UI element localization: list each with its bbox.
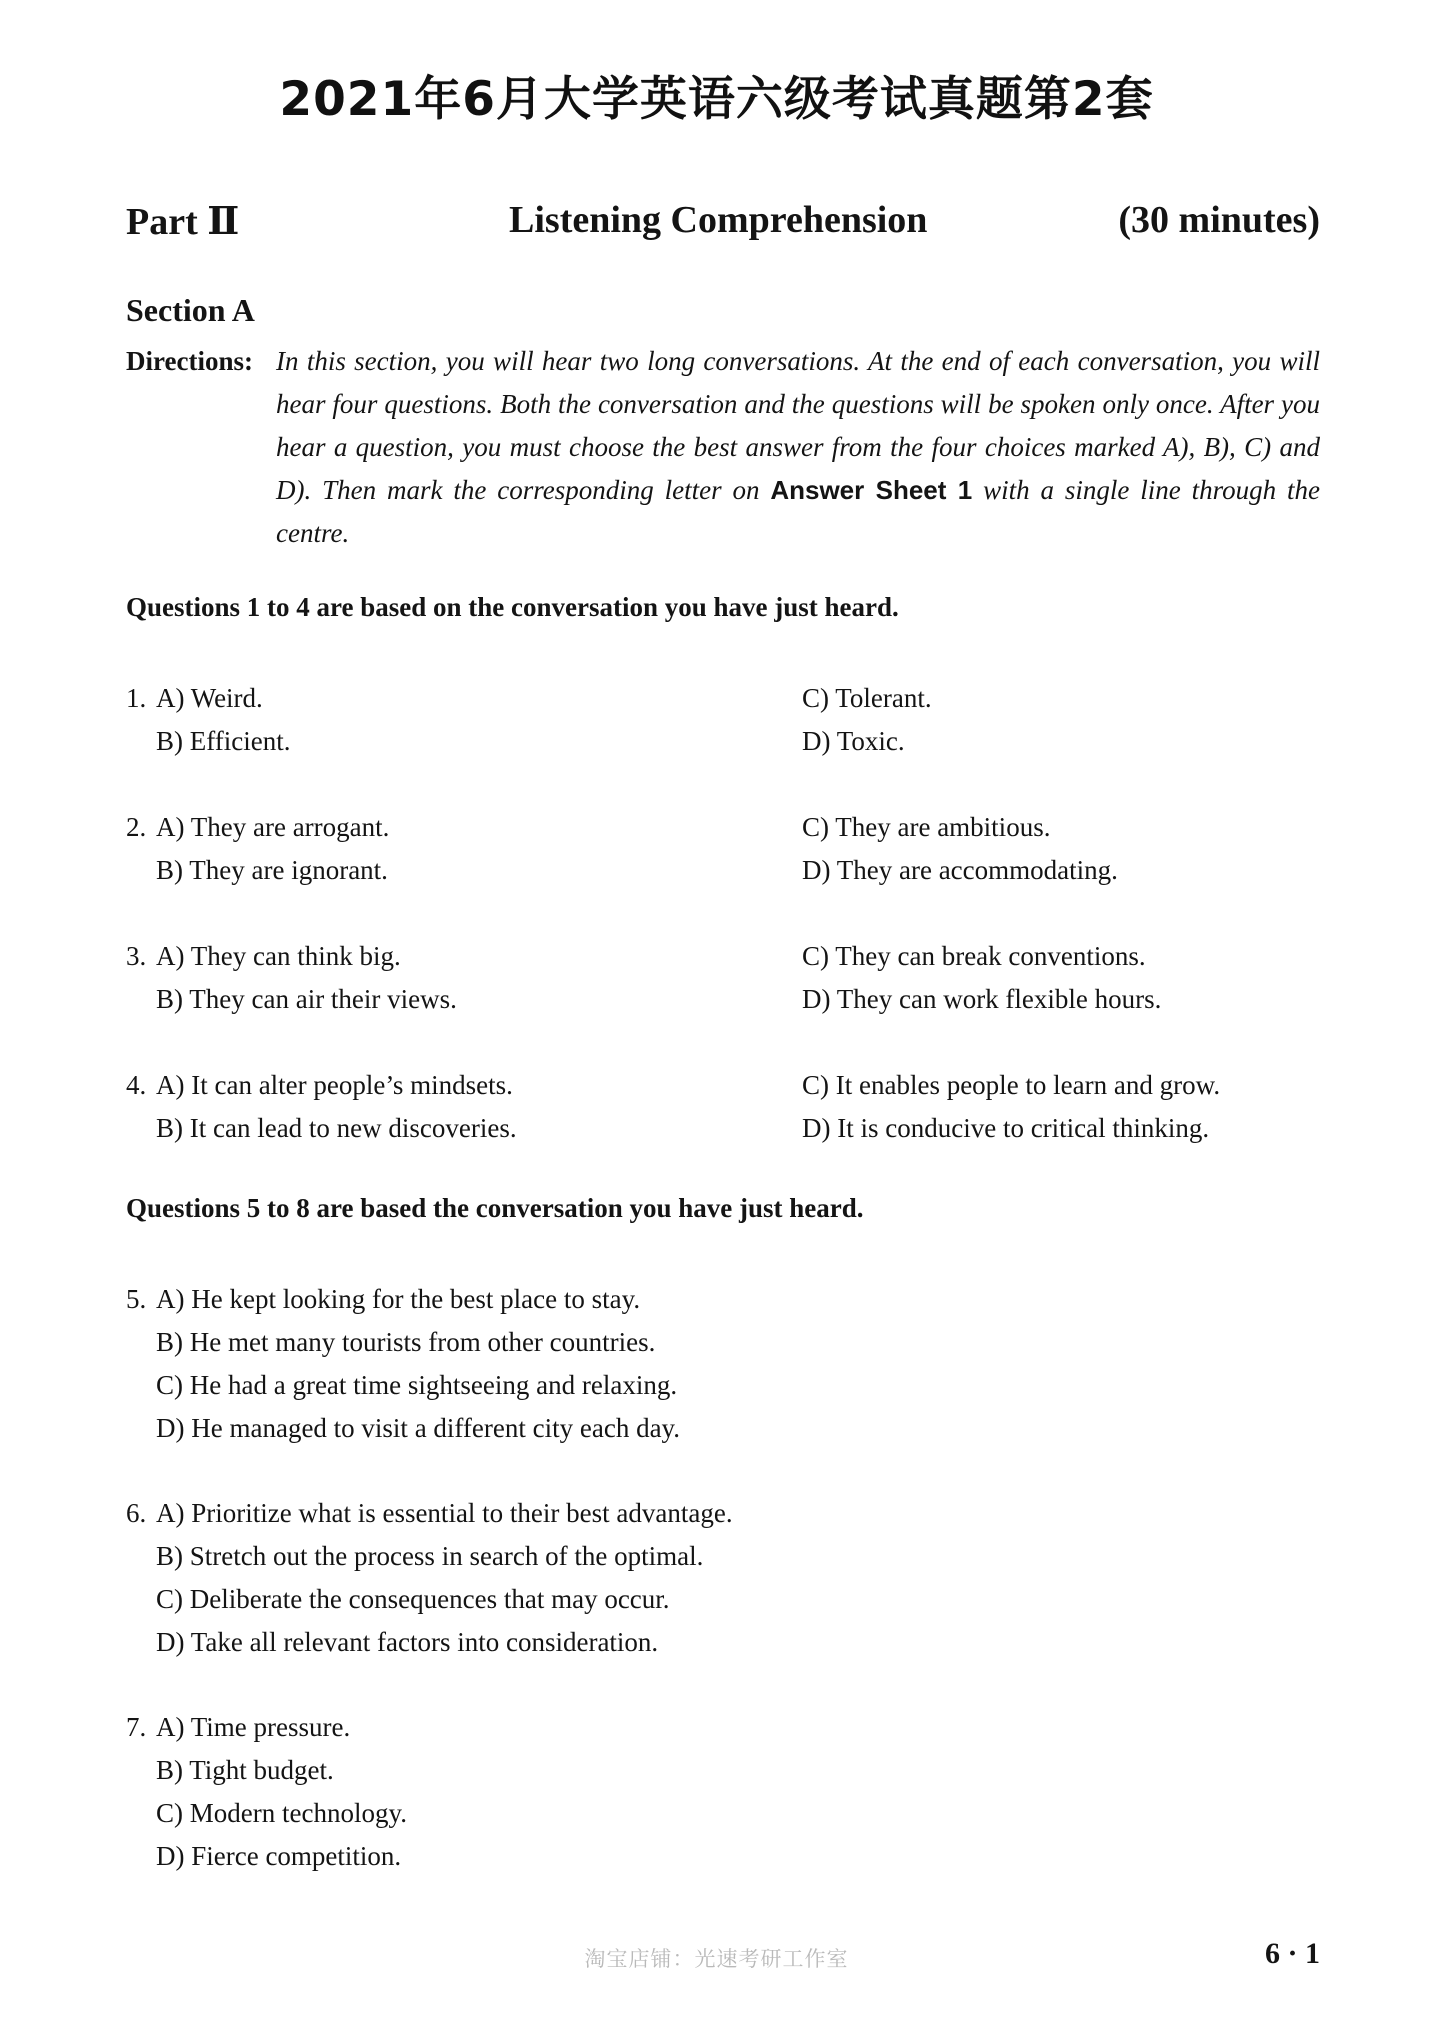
option-b: B) It can lead to new discoveries. [156,1113,517,1143]
directions-label: Directions: [126,346,253,376]
option-c: C) Tolerant. [802,683,932,713]
option-b: B) Tight budget. [156,1755,334,1785]
option-a: A) Time pressure. [156,1712,351,1742]
document-title: 2021年6月大学英语六级考试真题第2套 [279,72,1154,127]
option-c: C) Modern technology. [156,1798,407,1828]
option-d: D) Take all relevant factors into consideration. [156,1627,659,1657]
part-time: (30 minutes) [1118,199,1320,241]
question-number: 3. [126,941,147,971]
question-number: 1. [126,683,147,713]
option-c: C) They are ambitious. [802,812,1051,842]
option-a: A) Weird. [156,683,263,713]
option-c: C) They can break conventions. [802,941,1146,971]
option-a: A) He kept looking for the best place to stay. [156,1284,641,1314]
page-number: 6 · 1 [1264,1937,1320,1970]
option-d: D) Toxic. [802,726,905,756]
option-d: D) It is conducive to critical thinking. [802,1113,1210,1143]
option-b: B) They are ignorant. [156,855,388,885]
option-b: B) They can air their views. [156,984,457,1014]
part-label: Part Ⅱ [126,201,240,243]
option-c: C) Deliberate the consequences that may occur. [156,1584,670,1614]
question-number: 5. [126,1284,147,1314]
option-a: A) They can think big. [156,941,401,971]
option-d: D) They are accommodating. [802,855,1118,885]
question-group-heading-2: Questions 5 to 8 are based the conversation you have just heard. [126,1193,864,1223]
option-b: B) Stretch out the process in search of the optimal. [156,1541,704,1571]
question-number: 6. [126,1498,147,1528]
directions-text: In this section, you will hear two long conversations. At the end of each conversation, you will hear four questions. Both the conversation and the questions will be spoken only once. After you hear a question, you must choose the best answer from the four choices marked A), B), C) and D). Then mark the corresponding letter on Answer Sheet 1 with a single line through the centre. [276,346,1320,548]
part-header [126,198,1320,248]
question-number: 7. [126,1712,147,1742]
answer-sheet-ref: Answer Sheet 1 [770,475,973,505]
option-b: B) He met many tourists from other countries. [156,1327,656,1357]
section-heading: Section A [126,292,255,328]
option-c: C) It enables people to learn and grow. [802,1070,1221,1100]
part-title: Listening Comprehension [509,199,928,241]
option-c: C) He had a great time sightseeing and relaxing. [156,1370,678,1400]
option-d: D) Fierce competition. [156,1841,402,1871]
watermark: 淘宝店铺：光速考研工作室 [584,1947,849,1971]
question-number: 4. [126,1070,147,1100]
option-b: B) Efficient. [156,726,291,756]
option-d: D) He managed to visit a different city each day. [156,1413,681,1443]
option-a: A) They are arrogant. [156,812,390,842]
question-number: 2. [126,812,147,842]
option-a: A) Prioritize what is essential to their best advantage. [156,1498,733,1528]
question-group-heading-1: Questions 1 to 4 are based on the conversation you have just heard. [126,592,899,622]
option-a: A) It can alter people’s mindsets. [156,1070,513,1100]
option-d: D) They can work flexible hours. [802,984,1162,1014]
